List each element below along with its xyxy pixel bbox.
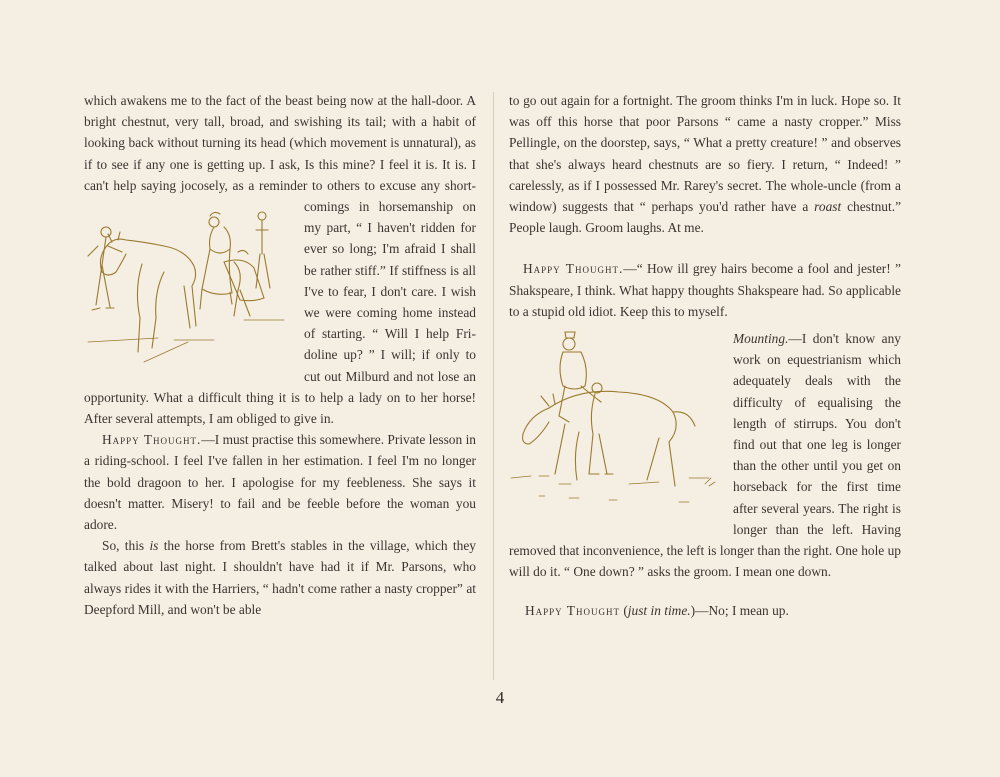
left-paragraph-3-start: So, this	[102, 538, 150, 554]
left-paragraph-2-body: —I must practise this somewhere. Private lesson in a riding-school. I feel I've fallen in her estimation. I feel I'm no longer the bold dragoon to her. I apologise for my feebleness. She says it doesn't matter. Misery! to fail and be feeble before the woman you adore.	[84, 432, 476, 533]
left-paragraph-2	[84, 429, 476, 535]
right-paragraph-4-body: —No; I mean up.	[695, 603, 789, 619]
right-paragraph-1-emphasis: roast	[814, 199, 842, 215]
left-paragraph-1	[84, 90, 476, 429]
happy-thought-heading: Happy Thought.	[102, 432, 202, 448]
left-paragraph-3-emphasis: is	[149, 538, 159, 554]
happy-thought-heading: Happy Thought	[525, 603, 620, 619]
right-paragraph-1-start: to go out again for a fortnight. The groom thinks I'm in luck. Hope so. It was off this horse that poor Parsons “ came a nasty cropper.” Miss Pellingle, on the doorstep, says, “ What a pretty creature! ” and observes that she's always heard chestnuts are so fiery. I return, “ Indeed! ” carelessly, as if I possessed Mr. Rarey's secret. The whole-uncle (from a window) suggests that “ perhaps you'd rather have a	[509, 93, 901, 215]
right-paragraph-1-end: chestnut.” People laugh. Groom laughs. At me.	[509, 199, 902, 236]
right-paragraph-2-body: —“ How ill grey hairs become a fool and jester! ” Shakspeare, I think. What happy thoughts Shakspeare had. So applicable to a stupid old idiot. Keep this to myself.	[509, 261, 901, 319]
happy-thought-heading: Happy Thought.	[523, 261, 624, 277]
right-page-text	[509, 90, 901, 622]
mounting-heading: Mounting.	[733, 331, 789, 347]
right-paragraph-2	[509, 258, 901, 322]
right-paragraph-3-body: —I don't know any work on equestrianism which adequately deals with the difficulty of equalising the length of stirrups. You don't find out that one leg is longer than the other until you get on horseback for the first time after several years. The right is longer than the left. Having removed that inconvenience, the left is longer than the right. One hole up will do it. “ One down? ” asks the groom. I mean one down.	[509, 331, 901, 580]
gutter-line	[493, 92, 494, 680]
left-page-text	[84, 90, 476, 620]
page-number: 4	[495, 688, 505, 707]
right-paragraph-4: Happy Thought (just in time.)—No; I mean up.	[525, 603, 789, 619]
horse-and-riders-illustration	[84, 202, 294, 378]
left-paragraph-3-end: the horse from Brett's stables in the village, which they talked about last night. I shouldn't have had it if Mr. Parsons, who always rides it with the Harriers, “ hadn't come rather a nasty cropper” at Deepford Mill, and won't be able	[84, 538, 476, 617]
left-paragraph-1-top: which awakens me to the fact of the beast being now at the hall-door. A bright chestnut, very tall, broad, and swishing its tail; with a habit of looking back without turning its head (which movement is unnatural), as if to see if any one is getting up. I ask, Is this mine? I feel it is. It is. I can't help saying jocosely, as a reminder to others to excuse any short-	[84, 93, 476, 193]
right-paragraph-3	[509, 328, 901, 582]
left-paragraph-1-wrap: comings in horsemanship on my part, “ I haven't ridden for ever so long; I'm afraid I shall be rather stiff.” If stiffness is all I've to fear, I don't care. I wish we were coming home instead of starting. “ Will I help Fri-doline up? ” I will; if only to cut out Milburd and not lose an opportunity. What a difficult thing it is to help a lady on to her horse! After several attempts, I am obliged to give in.	[84, 199, 476, 427]
right-paragraph-1	[509, 90, 901, 238]
left-paragraph-3	[84, 535, 476, 620]
happy-thought-subtitle: just in time.	[627, 603, 691, 619]
mounting-horse-illustration	[509, 328, 721, 516]
